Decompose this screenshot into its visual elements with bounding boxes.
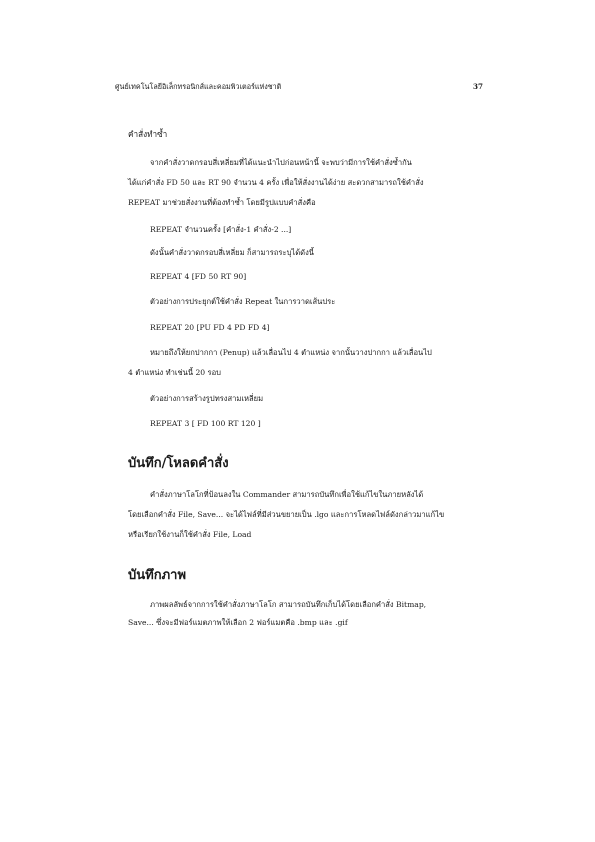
save-load-para-line: หรือเรียกใช้งานก็ใช้คำสั่ง File, Load [128,530,252,539]
save-image-heading: บันทึกภาพ [128,568,187,583]
dotted-line-desc: หมายถึงให้ยกปากกา (Penup) แล้วเลื่อนไป 4 ตำแหน่ง จากนั้นวางปากกา แล้วเลื่อนไป [150,348,432,357]
triangle-command: REPEAT 3 [ FD 100 RT 120 ] [150,419,261,428]
page-header [115,82,483,94]
save-image-para-line: Save... ซึ่งจะมีฟอร์แมตภาพให้เลือก 2 ฟอร์แมตคือ .bmp และ .gif [128,618,348,627]
triangle-intro: ตัวอย่างการสร้างรูปทรงสามเหลี่ยม [150,394,264,403]
save-load-para-line: โดยเลือกคำสั่ง File, Save... จะได้ไฟล์ที่มีส่วนขยายเป็น .lgo และการโหลดไฟล์ดังกล่าวมาแก้ไข [128,510,445,519]
repeat-para-line: จากคำสั่งวาดกรอบสี่เหลี่ยมที่ได้แนะนำไปก่อนหน้านี้ จะพบว่ามีการใช้คำสั่งซ้ำกัน [150,158,412,167]
square-command: REPEAT 4 [FD 50 RT 90] [150,272,247,281]
page-number: 37 [472,82,483,91]
dotted-line-intro: ตัวอย่างการประยุกต์ใช้คำสั่ง Repeat ในการวาดเส้นประ [150,297,336,306]
save-load-para-line: คำสั่งภาษาโลโกที่ป้อนลงใน Commander สามารถบันทึกเพื่อใช้แก้ไขในภายหลังได้ [150,490,424,499]
repeat-para-line: ได้แก่คำสั่ง FD 50 และ RT 90 จำนวน 4 ครั้ง เพื่อให้สั่งงานได้ง่าย สะดวกสามารถใช้คำสั่ง [128,178,424,187]
save-load-heading: บันทึก/โหลดคำสั่ง [128,456,229,471]
header-title: ศูนย์เทคโนโลยีอิเล็กทรอนิกส์และคอมพิวเตอร์แห่งชาติ [115,82,282,91]
repeat-para-line: REPEAT มาช่วยสั่งงานที่ต้องทำซ้ำ โดยมีรูปแบบคำสั่งคือ [128,198,316,207]
save-image-para-line: ภาพผลลัพธ์จากการใช้คำสั่งภาษาโลโก สามารถบันทึกเก็บได้โดยเลือกคำสั่ง Bitmap, [150,600,427,609]
repeat-syntax: REPEAT จำนวนครั้ง [คำสั่ง-1 คำสั่ง-2 ...] [150,225,292,234]
square-intro: ดังนั้นคำสั่งวาดกรอบสี่เหลี่ยม ก็สามารถระบุได้ดังนี้ [150,248,314,257]
dotted-line-desc: 4 ตำแหน่ง ทำเช่นนี้ 20 รอบ [128,368,222,377]
dotted-line-command: REPEAT 20 [PU FD 4 PD FD 4] [150,323,270,332]
repeat-heading: คำสั่งทำซ้ำ [128,129,168,139]
